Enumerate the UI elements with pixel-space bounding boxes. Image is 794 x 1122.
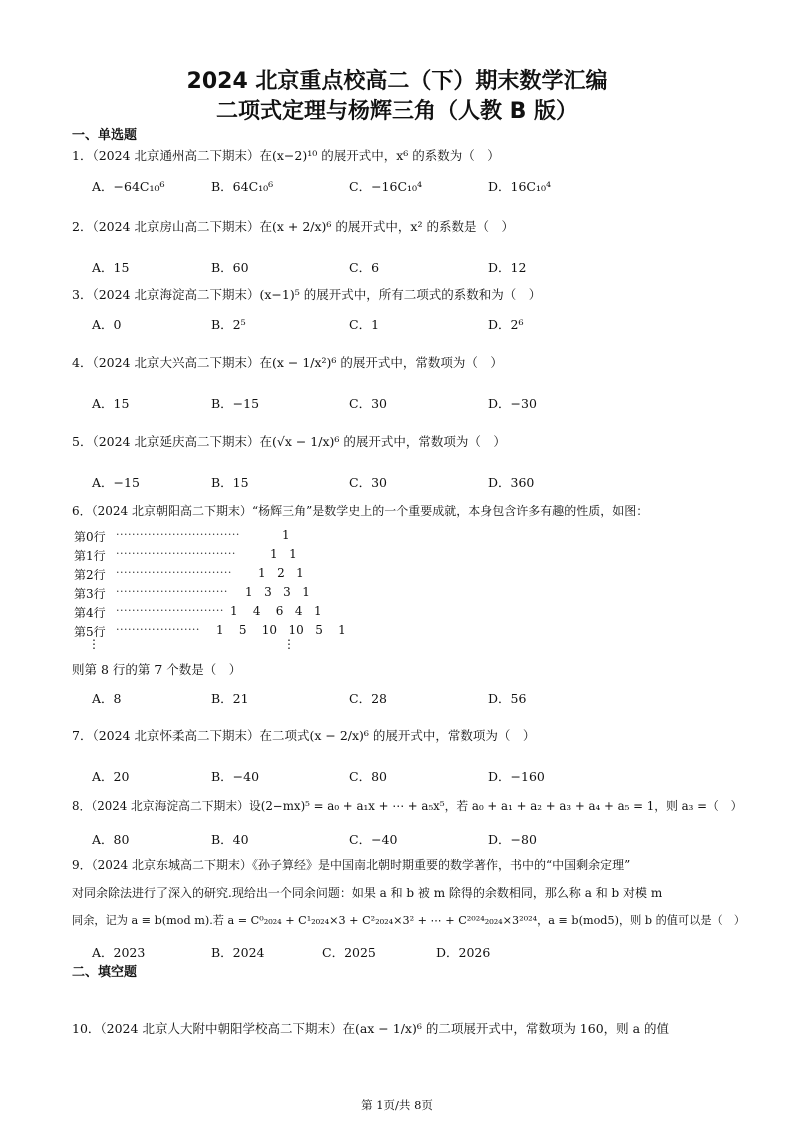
option-d: D．2026: [436, 945, 491, 960]
question-10: [72, 1019, 669, 1037]
option-d: D．56: [488, 691, 527, 706]
question-number: 6．: [72, 504, 92, 518]
option-a: A．80: [92, 832, 130, 847]
yanghui-row-numbers: 1 1: [270, 547, 297, 561]
option-c: C．2025: [322, 945, 376, 960]
question-1: [72, 146, 500, 164]
question-2: [72, 217, 514, 235]
question-number: 3．: [72, 287, 93, 302]
option-d: D．360: [488, 475, 535, 490]
question-number: 10．: [72, 1021, 101, 1036]
yanghui-row-label: 第3行: [74, 587, 106, 601]
option-a: A．2023: [92, 945, 146, 960]
option-a: A．15: [92, 260, 130, 275]
question-text: （2024 北京朝阳高二下期末）“杨辉三角”是数学史上的一个重要成就，本身包含许多有趣的性质，如图：: [91, 504, 649, 518]
yanghui-row-dots: ·······························: [116, 528, 240, 541]
option-c: C．30: [349, 396, 387, 411]
section-single-choice: 一、单选题: [72, 128, 138, 143]
question-number: 8．: [72, 799, 92, 813]
option-d: D．−30: [488, 396, 537, 411]
doc-title-line1: 2024 北京重点校高二（下）期末数学汇编: [186, 69, 608, 94]
question-text: （2024 北京怀柔高二下期末）在二项式(x − 2/x)⁶ 的展开式中，常数项为（ ）: [92, 728, 536, 743]
yanghui-row-numbers: 1 5 10 10 5 1: [216, 623, 346, 637]
page-footer: 第 1页/共 8页: [361, 1098, 433, 1112]
yanghui-vdots-center: ⋮: [283, 637, 295, 651]
question-text: （2024 北京东城高二下期末）《孙子算经》是中国南北朝时期重要的数学著作，书中的“中国剩余定理”: [91, 858, 631, 872]
option-c: C．1: [349, 317, 380, 332]
question-7: [72, 726, 535, 744]
question-text: （2024 北京大兴高二下期末）在(x − 1/x²)⁶ 的展开式中，常数项为（ ）: [92, 355, 503, 370]
option-d: D．2⁶: [488, 317, 524, 332]
question-text: （2024 北京房山高二下期末）在(x + 2/x)⁶ 的展开式中，x² 的系数是（ ）: [92, 219, 514, 234]
question-number: 7．: [72, 728, 93, 743]
yanghui-row-dots: ····························: [116, 585, 228, 598]
question-text: （2024 北京海淀高二下期末）设(2−mx)⁵ = a₀ + a₁x + ⋯ + a₅x⁵，若 a₀ + a₁ + a₂ + a₃ + a₄ + a₅ = 1，则 a₃ =（ ）: [91, 799, 743, 813]
question-8: [72, 797, 742, 814]
question-5: [72, 432, 506, 450]
section-fill-in: 二、填空题: [72, 965, 138, 980]
option-b: B．2⁵: [211, 317, 246, 332]
option-d: D．16C₁₀⁴: [488, 179, 552, 194]
doc-title-line2: 二项式定理与杨辉三角（人教 B 版）: [215, 99, 579, 124]
yanghui-row-dots: ···························: [116, 604, 224, 617]
option-b: B．40: [211, 832, 249, 847]
option-c: C．80: [349, 769, 387, 784]
option-a: A．15: [92, 396, 130, 411]
option-d: D．−80: [488, 832, 537, 847]
option-b: B．2024: [211, 945, 265, 960]
yanghui-row-numbers: 1 2 1: [258, 566, 304, 580]
option-a: A．−64C₁₀⁶: [92, 179, 165, 194]
question-text: （2024 北京通州高二下期末）在(x−2)¹⁰ 的展开式中，x⁶ 的系数为（ ）: [92, 148, 500, 163]
question-3: [72, 285, 541, 303]
question-text: （2024 北京海淀高二下期末）(x−1)⁵ 的展开式中，所有二项式的系数和为（ ）: [92, 287, 542, 302]
question-text: （2024 北京延庆高二下期末）在(√x − 1/x)⁶ 的展开式中，常数项为（ ）: [92, 434, 506, 449]
question-6: [72, 502, 648, 519]
option-c: C．6: [349, 260, 380, 275]
yanghui-row-label: 第5行: [74, 625, 106, 639]
question-number: 2．: [72, 219, 93, 234]
option-d: D．12: [488, 260, 527, 275]
question-number: 9．: [72, 858, 92, 872]
question-9: [72, 856, 630, 873]
question-number: 5．: [72, 434, 93, 449]
option-b: B．21: [211, 691, 249, 706]
question-text: （2024 北京人大附中朝阳学校高二下期末）在(ax − 1/x)⁶ 的二项展开式中，常数项为 160，则 a 的值: [100, 1021, 670, 1036]
option-c: C．30: [349, 475, 387, 490]
yanghui-row-numbers: 1: [282, 528, 290, 542]
yanghui-row-dots: ······························: [116, 547, 236, 560]
yanghui-row-label: 第2行: [74, 568, 106, 582]
option-a: A．−15: [92, 475, 140, 490]
option-b: B．−40: [211, 769, 260, 784]
question-9-line2: 对同余除法进行了深入的研究.现给出一个同余问题：如果 a 和 b 被 m 除得的余数相同，那么称 a 和 b 对模 m: [72, 886, 663, 900]
option-a: A．0: [92, 317, 122, 332]
option-b: B．15: [211, 475, 249, 490]
question-4: [72, 353, 503, 371]
yanghui-row-label: 第4行: [74, 606, 106, 620]
option-b: B．−15: [211, 396, 260, 411]
yanghui-row-numbers: 1 3 3 1: [245, 585, 310, 599]
yanghui-row-numbers: 1 4 6 4 1: [230, 604, 322, 618]
option-c: C．28: [349, 691, 387, 706]
question-9-line3: 同余，记为 a ≡ b(mod m).若 a = C⁰₂₀₂₄ + C¹₂₀₂₄×3 + C²₂₀₂₄×3² + ⋯ + C²⁰²⁴₂₀₂₄×3²⁰²⁴，a ≡ b(mod5)，则 b 的值可以是（ ）: [72, 914, 746, 927]
question-number: 4．: [72, 355, 93, 370]
question-number: 1．: [72, 148, 93, 163]
question-6-prompt: 则第 8 行的第 7 个数是（ ）: [72, 662, 242, 677]
yanghui-vdots-left: ⋮: [88, 637, 100, 651]
option-a: A．8: [92, 691, 122, 706]
option-c: C．−40: [349, 832, 398, 847]
option-b: B．64C₁₀⁶: [211, 179, 274, 194]
yanghui-row-dots: ·····················: [116, 623, 200, 636]
option-b: B．60: [211, 260, 249, 275]
yanghui-row-label: 第0行: [74, 530, 106, 544]
yanghui-row-label: 第1行: [74, 549, 106, 563]
yanghui-row-dots: ·····························: [116, 566, 232, 579]
option-a: A．20: [92, 769, 130, 784]
option-c: C．−16C₁₀⁴: [349, 179, 423, 194]
option-d: D．−160: [488, 769, 545, 784]
